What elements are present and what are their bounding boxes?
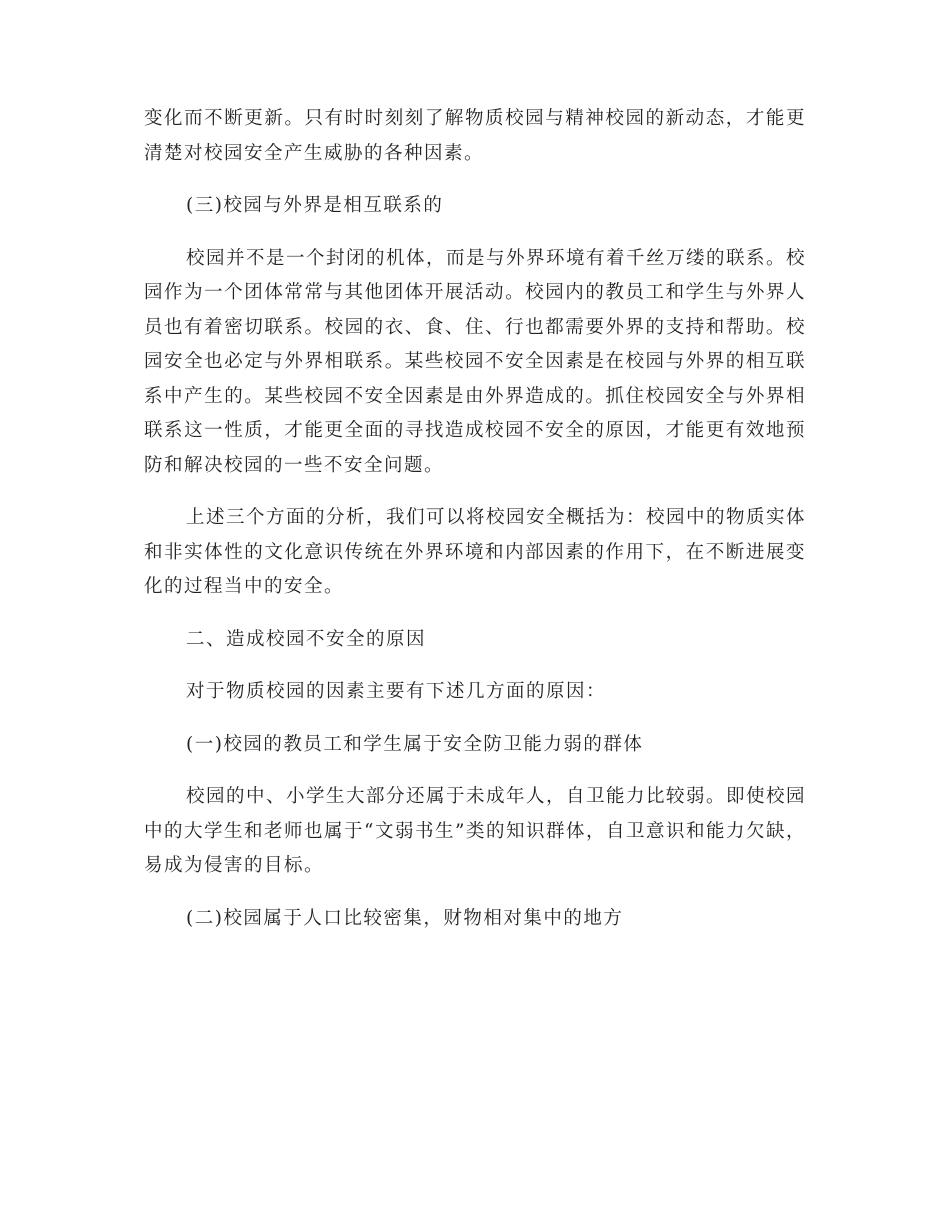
chapter-heading-2: 二、造成校园不安全的原因 [186, 628, 427, 650]
section-heading-3: (三)校园与外界是相互联系的 [186, 195, 444, 216]
paragraph-4: 对于物质校园的因素主要有下述几方面的原因： [186, 681, 607, 702]
paragraph-2: 校园并不是一个封闭的机体，而是与外界环境有着千丝万缕的联系。校园作为一个团体常常与其他团体开展活动。校园内的教员工和学生与外界人员也有着密切联系。校园的衣、食、住、行也都需要外界的支持和帮助。校园安全也必定与外界相联系。某些校园不安全因素是在校园与外界的相互联系中产生的。某些校园不安全因素是由外界造成的。抓住校园安全与外界相联系这一性质，才能更全面的寻找造成校园不安全的原因，才能更有效地预防和解决校园的一些不安全问题。 [144, 247, 807, 476]
section-heading-2: (二)校园属于人口比较密集，财物相对集中的地方 [186, 907, 624, 929]
paragraph-3: 上述三个方面的分析，我们可以将校园安全概括为：校园中的物质实体和非实体性的文化意识传统在外界环境和内部因素的作用下，在不断进展变化的过程当中的安全。 [144, 507, 807, 597]
section-heading-1: (一)校园的教员工和学生属于安全防卫能力弱的群体 [186, 733, 644, 755]
paragraph-5: 校园的中、小学生大部分还属于未成年人，自卫能力比较弱。即使校园中的大学生和老师也属于“文弱书生”类的知识群体，自卫意识和能力欠缺，易成为侵害的目标。 [144, 786, 807, 876]
document-page [144, 102, 806, 954]
paragraph-1: 变化而不断更新。只有时时刻刻了解物质校园与精神校园的新动态，才能更清楚对校园安全产生威胁的各种因素。 [144, 108, 806, 164]
